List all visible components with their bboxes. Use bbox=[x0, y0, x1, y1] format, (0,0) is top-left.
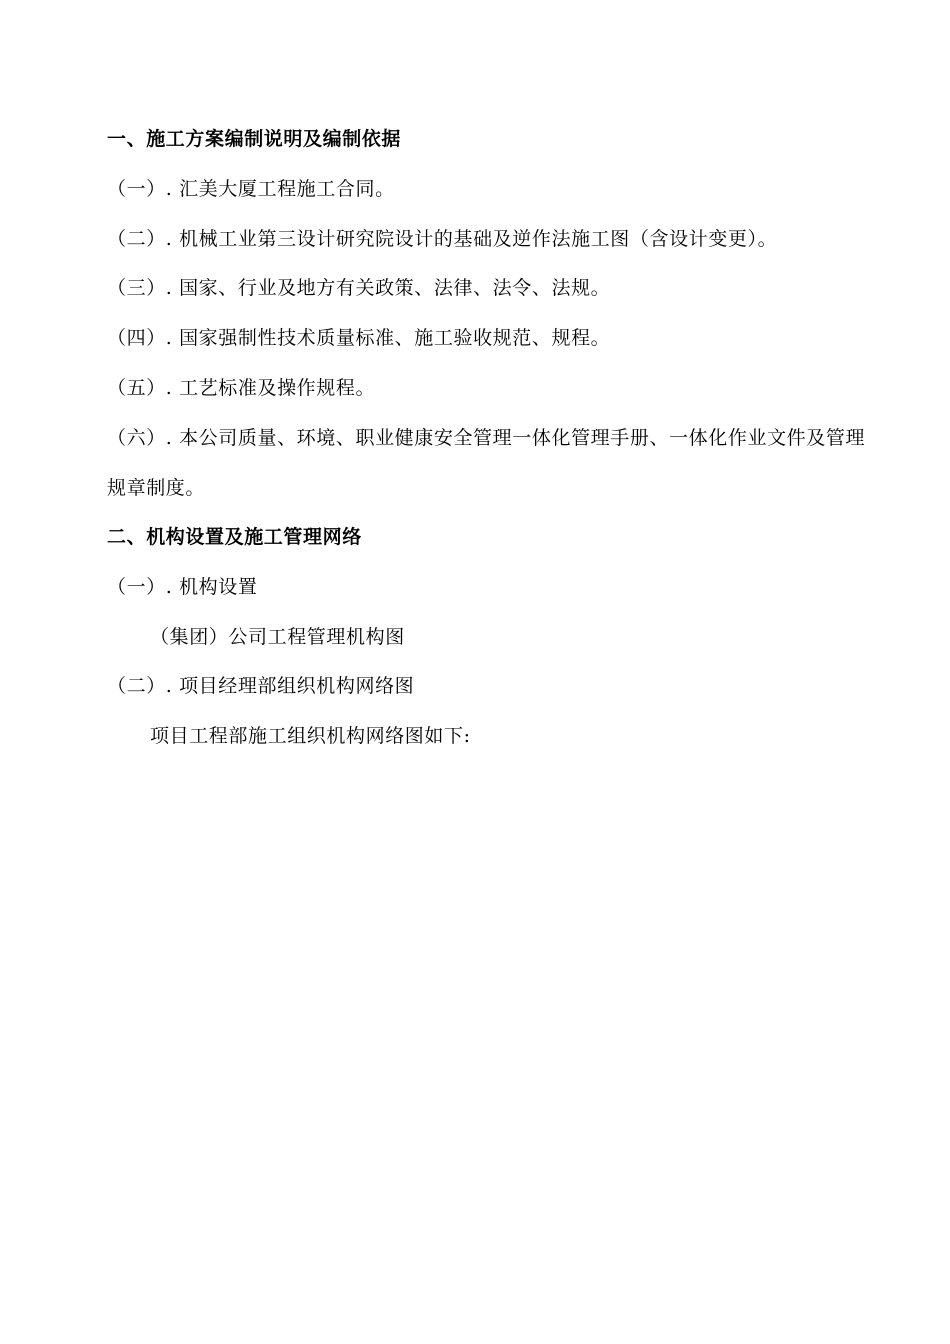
basis-item-1: （一）. 汇美大厦工程施工合同。 bbox=[107, 178, 395, 200]
org-item-1-sub: （集团）公司工程管理机构图 bbox=[150, 626, 405, 648]
section-2-heading: 二、机构设置及施工管理网络 bbox=[107, 526, 362, 548]
basis-item-6: （六）. 本公司质量、环境、职业健康安全管理一体化管理手册、一体化作业文件及管理 bbox=[107, 427, 866, 449]
basis-item-5: （五）. 工艺标准及操作规程。 bbox=[107, 377, 376, 399]
basis-item-4: （四）. 国家强制性技术质量标准、施工验收规范、规程。 bbox=[107, 327, 611, 349]
basis-item-6-continued: 规章制度。 bbox=[107, 477, 206, 499]
basis-item-2: （二）. 机械工业第三设计研究院设计的基础及逆作法施工图（含设计变更）。 bbox=[107, 228, 778, 250]
basis-item-3: （三）. 国家、行业及地方有关政策、法律、法令、法规。 bbox=[107, 277, 611, 299]
section-1-heading: 一、施工方案编制说明及编制依据 bbox=[107, 128, 402, 150]
org-item-1: （一）. 机构设置 bbox=[107, 576, 258, 598]
org-item-2-sub: 项目工程部施工组织机构网络图如下: bbox=[150, 725, 471, 747]
org-item-2: （二）. 项目经理部组织机构网络图 bbox=[107, 675, 415, 697]
